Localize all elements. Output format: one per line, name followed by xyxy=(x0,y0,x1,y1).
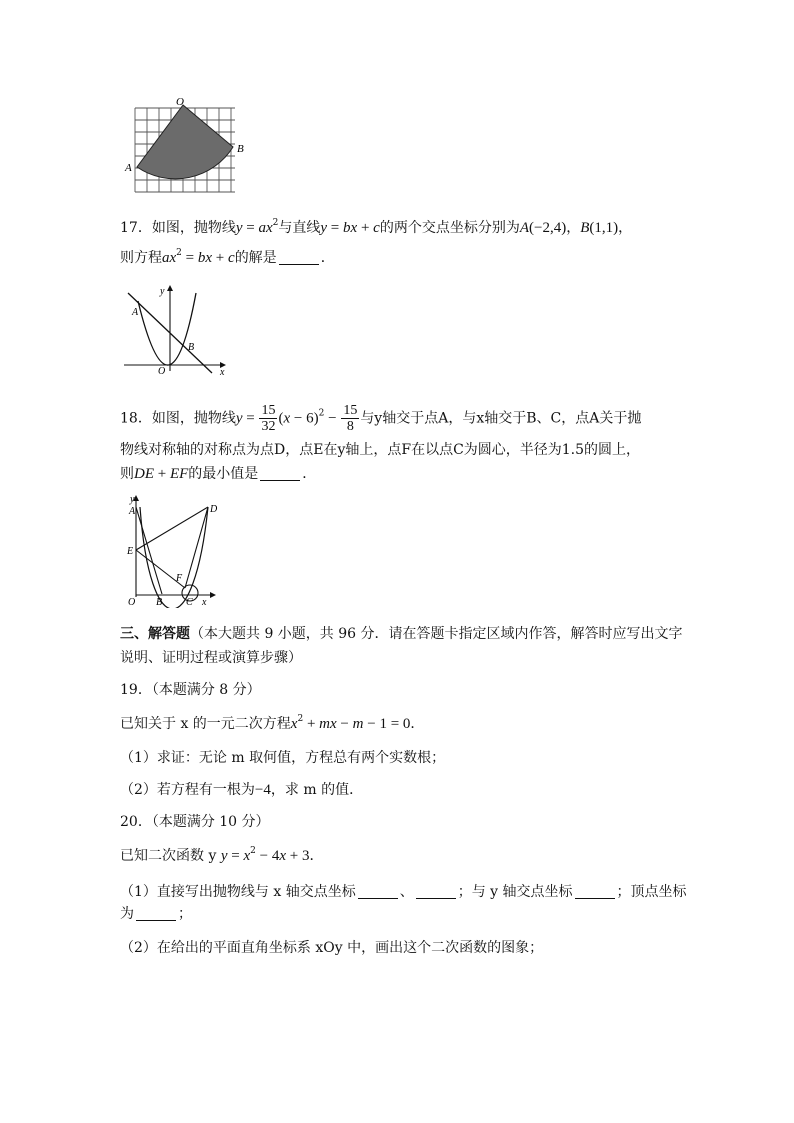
q18-text-3: 的最小值是 xyxy=(188,466,259,482)
q19-text-4: ，求 m 的值． xyxy=(270,782,364,798)
q20-text-3: （1）直接写出抛物线与 x 轴交点坐标 xyxy=(120,884,356,900)
q18-label-f: F xyxy=(176,573,183,584)
q20-title: 20．（本题满分 10 分） xyxy=(120,814,270,830)
q20-stem: 已知二次函数 y $y = x^2 - 4x + 3$． xyxy=(120,846,324,864)
section3-text-1: （本大题共 9 小题，共 96 分．请在答题卡指定区域内作答，解答时应写出文字 xyxy=(190,626,683,642)
q20-text-4: ；与 y 轴交点坐标 xyxy=(457,884,573,900)
section3-heading: 三、解答题 xyxy=(120,626,190,642)
section3-line2: 说明、证明过程或演算步骤） xyxy=(120,650,302,666)
q20-text-5: ；顶点坐标 xyxy=(616,884,687,900)
q18-number: 18．如图，抛物线 xyxy=(120,410,236,427)
q18-text-1: 与y轴交于点A，与x轴交于B、C，点A关于抛 xyxy=(360,410,642,427)
q17-text-1: 与直线 xyxy=(278,220,321,236)
q18-label-o: O xyxy=(128,597,136,608)
q19-sub2 xyxy=(120,780,363,800)
q19-sub1: （1）求证：无论 m 取何值，方程总有两个实数根； xyxy=(120,750,446,766)
q20-blank-vertex[interactable] xyxy=(136,906,176,921)
q18-label-y: y xyxy=(130,494,135,505)
q17-text-4: 的解是 xyxy=(234,250,277,266)
q17-figure xyxy=(120,283,230,375)
q19-text-1: 已知关于 x 的一元二次方程 xyxy=(120,716,291,732)
q18-figure xyxy=(122,493,232,608)
q18-text-2: 则 xyxy=(120,466,134,482)
q19-text-3: （2）若方程有一根为 xyxy=(120,782,255,798)
q18-answer-blank[interactable] xyxy=(260,466,300,481)
q16-label-a: A xyxy=(125,162,132,174)
q19-title: 19．（本题满分 8 分） xyxy=(120,682,261,698)
q20-sub1-line1 xyxy=(120,882,687,902)
q20-blank-y[interactable] xyxy=(575,884,615,899)
q18-label-x: x xyxy=(202,597,207,608)
q20-text-1: 已知二次函数 y xyxy=(120,848,217,864)
q20-text-2: ． xyxy=(309,848,324,864)
q18-segment-a xyxy=(136,507,162,594)
q19-stem: 已知关于 x 的一元二次方程$x^2$ + mx − m − 1 = 0． xyxy=(120,714,425,732)
q18-end: ． xyxy=(302,466,317,482)
q18-label-d: D xyxy=(210,504,218,515)
q16-label-o: O xyxy=(176,96,184,108)
q17-parabola xyxy=(138,293,196,365)
q18-line3: 则DE + EF的最小值是 ． xyxy=(120,466,317,482)
q20-sep: 、 xyxy=(399,884,414,900)
section3-line1 xyxy=(120,624,683,644)
q17-line2: 则方程$ax^2$ = bx + c的解是 ． xyxy=(120,248,335,266)
q18-label-a: A xyxy=(129,506,136,517)
q17-text-2: 的两个交点坐标分别为 xyxy=(379,220,520,236)
q20-text-7: ； xyxy=(178,906,192,922)
q20-text-6: 为 xyxy=(120,906,134,922)
q17-answer-blank[interactable] xyxy=(279,250,319,265)
q18-frac-1: $\frac{15}{32}$ xyxy=(261,403,276,434)
q17-end: ． xyxy=(320,250,335,266)
q18-label-c: C xyxy=(186,597,193,608)
q17-sep: ， xyxy=(566,220,581,236)
q17-label-x: x xyxy=(220,367,225,375)
q17-text-3: 则方程 xyxy=(120,250,162,266)
q17-number: 17．如图，抛物线 xyxy=(120,220,236,236)
q16-label-b: B xyxy=(237,143,244,155)
q18-label-b: B xyxy=(156,597,163,608)
q17-line1: 17．如图，抛物线$y = ax^2$与直线y = bx + c的两个交点坐标分别为A(−2,4)，B(1,1)， xyxy=(120,218,633,236)
q17-label-a: A xyxy=(132,307,139,318)
q19-text-2: ． xyxy=(410,716,425,732)
q20-sub2: （2）在给出的平面直角坐标系 xOy 中，画出这个二次函数的图象； xyxy=(120,940,544,956)
q19-root-value: −4 xyxy=(254,782,271,798)
q17-sep-2: ， xyxy=(618,220,633,236)
q18-line1: 18．如图，抛物线y = $\frac{15}{32}$ $(x - 6)^2$ − $\frac{15}{8}$ 与y轴交于点A，与x轴交于B、C，点A关于抛 xyxy=(120,403,642,434)
q18-frac-2: $\frac{15}{8}$ xyxy=(343,403,358,434)
q17-label-y: y xyxy=(160,286,165,297)
q18-label-e: E xyxy=(127,546,134,557)
q20-blank-x2[interactable] xyxy=(416,884,456,899)
q20-blank-x1[interactable] xyxy=(358,884,398,899)
q17-label-b: B xyxy=(188,342,195,353)
q20-sub1-line2 xyxy=(120,904,192,924)
q18-line2: 物线对称轴的对称点为点D，点E在y轴上，点F在以点C为圆心，半径为1.5的圆上， xyxy=(120,442,641,458)
q16-figure xyxy=(120,93,250,198)
q17-label-o: O xyxy=(158,366,166,375)
